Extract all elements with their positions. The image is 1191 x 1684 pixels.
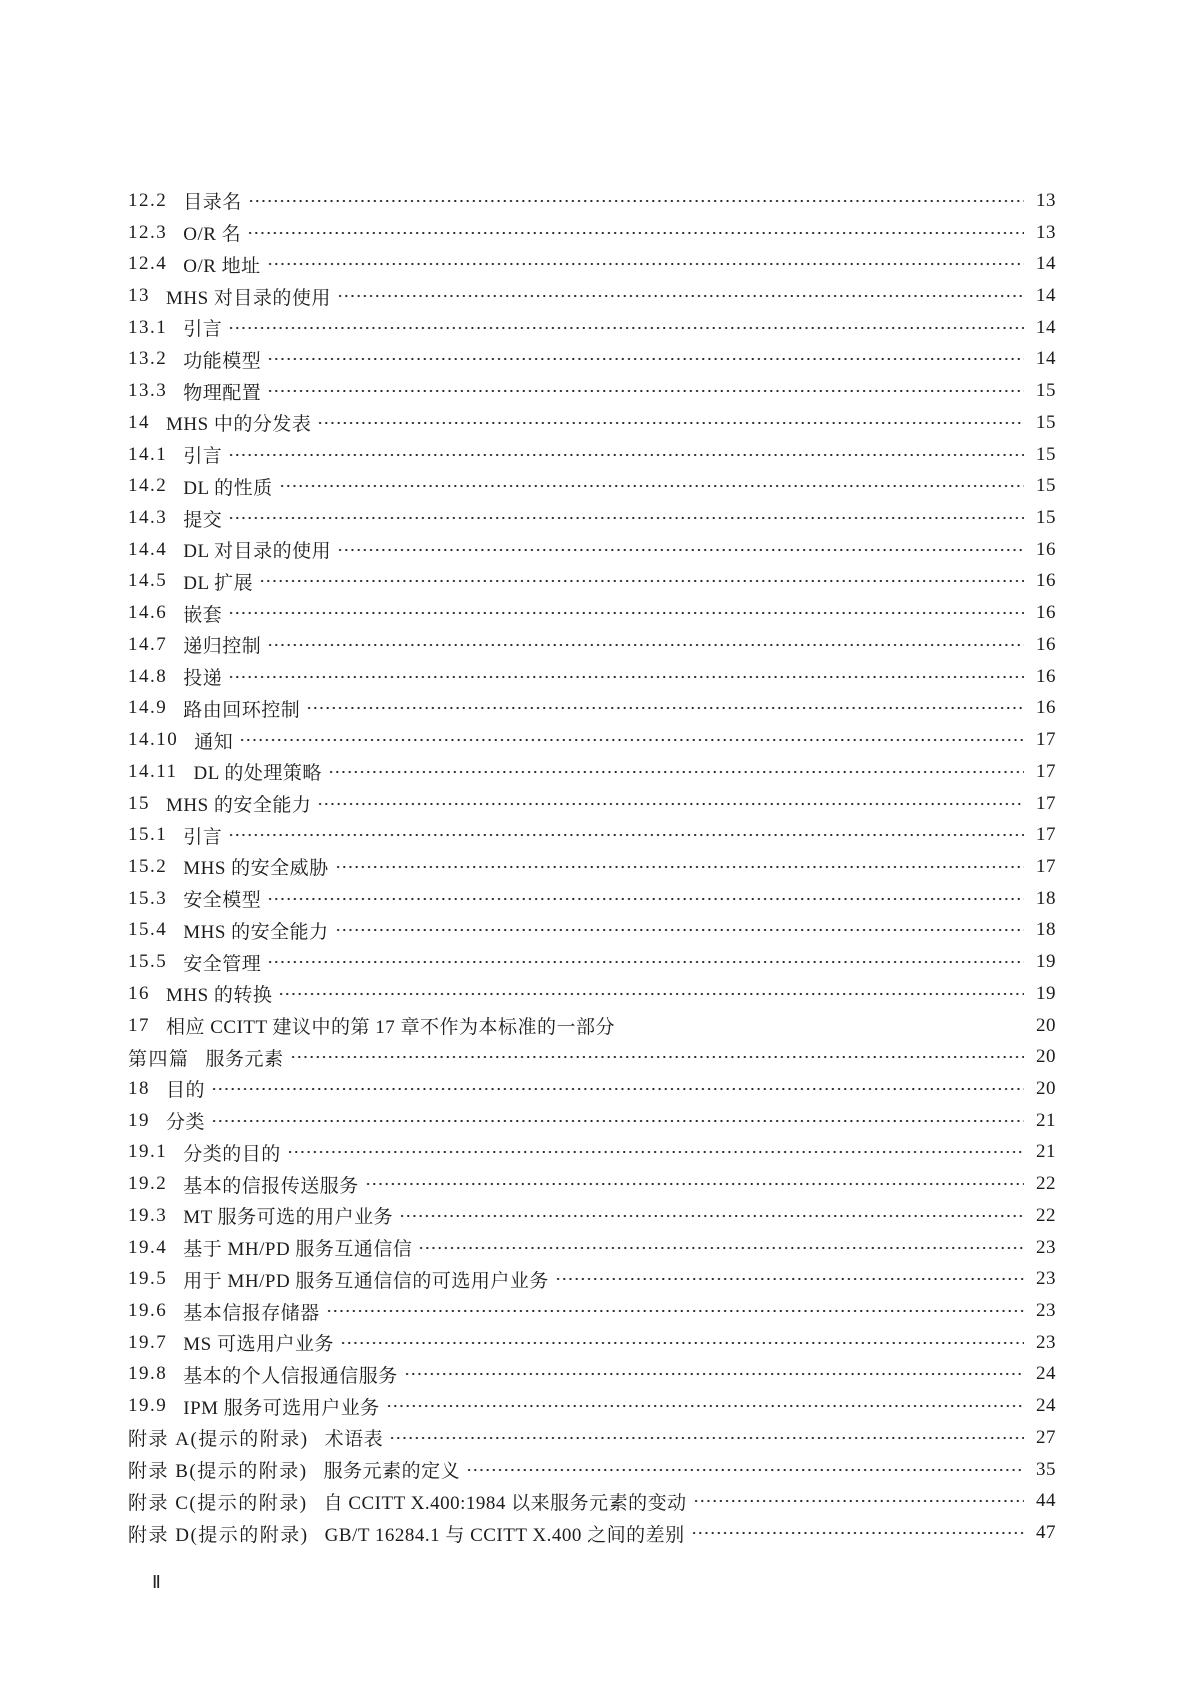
leader-dots (337, 293, 1024, 299)
leader-dots (404, 1371, 1024, 1377)
toc-entry-page-number: 14 (1036, 285, 1056, 307)
leader-dots (335, 927, 1024, 933)
toc-entry (128, 470, 1056, 502)
toc-entry-number: 附录 C(提示的附录) (128, 1492, 308, 1514)
toc-entry-number: 19.2 (128, 1173, 168, 1195)
toc-entry-title: DL 扩展 (183, 572, 254, 594)
toc-entry-title: O/R 名 (183, 224, 242, 246)
toc-entry-number: 19.7 (128, 1331, 168, 1353)
toc-entry-title: 基本的信报传送服务 (183, 1175, 359, 1197)
leader-dots (317, 801, 1024, 807)
toc-entry-page-number: 18 (1036, 887, 1056, 909)
toc-entry (128, 946, 1056, 978)
leader-dots (335, 864, 1024, 870)
toc-entry-number: 14 (128, 411, 150, 433)
toc-entry-page-number: 20 (1036, 1077, 1056, 1099)
toc-entry-title: 引言 (183, 319, 223, 341)
toc-entry-title: IPM 服务可选用户业务 (183, 1397, 380, 1419)
toc-entry (128, 724, 1056, 756)
toc-entry-page-number: 35 (1036, 1458, 1056, 1480)
toc-entry-page-number: 27 (1036, 1426, 1056, 1448)
leader-dots (340, 1340, 1024, 1346)
toc-entry-page-number: 21 (1036, 1141, 1056, 1163)
toc-entry (128, 883, 1056, 915)
toc-entry (128, 1517, 1056, 1549)
toc-entry (128, 1010, 1056, 1042)
toc-entry (128, 344, 1056, 376)
toc-entry-title: MHS 对目录的使用 (166, 287, 331, 309)
leader-dots (267, 642, 1024, 648)
toc-entry (128, 1263, 1056, 1295)
toc-entry (128, 1073, 1056, 1105)
toc-entry-title: 目录名 (183, 192, 242, 214)
toc-entry-number: 13 (128, 285, 150, 307)
toc-entry-title: 相应 CCITT 建议中的第 17 章不作为本标准的一部分 (166, 1017, 616, 1039)
toc-entry (128, 312, 1056, 344)
leader-dots (290, 1054, 1024, 1060)
toc-entry (128, 1359, 1056, 1391)
toc-entry-page-number: 14 (1036, 316, 1056, 338)
toc-entry-page-number: 23 (1036, 1236, 1056, 1258)
leader-dots (267, 388, 1024, 394)
toc-entry-title: DL 对目录的使用 (183, 541, 332, 563)
toc-entry-title: DL 的性质 (183, 477, 273, 499)
toc-entry-title: 用于 MH/PD 服务互通信信的可选用户业务 (183, 1270, 549, 1292)
toc-entry-number: 14.2 (128, 475, 168, 497)
toc-entry-number: 19.5 (128, 1268, 168, 1290)
leader-dots (211, 1086, 1024, 1092)
toc-entry-page-number: 17 (1036, 729, 1056, 751)
toc-entry-page-number: 15 (1036, 411, 1056, 433)
leader-dots (267, 261, 1024, 267)
toc-entry-number: 15.1 (128, 824, 168, 846)
toc-entry (128, 1200, 1056, 1232)
toc-entry-page-number: 19 (1036, 982, 1056, 1004)
toc-entry-page-number: 20 (1036, 1014, 1056, 1036)
toc-entry (128, 407, 1056, 439)
toc-entry (128, 1390, 1056, 1422)
toc-entry-number: 19.6 (128, 1300, 168, 1322)
leader-dots (267, 356, 1024, 362)
table-of-contents (128, 185, 1056, 1549)
toc-entry (128, 978, 1056, 1010)
toc-entry-page-number: 20 (1036, 1046, 1056, 1068)
toc-entry (128, 185, 1056, 217)
leader-dots (211, 1118, 1024, 1124)
toc-entry-number: 14.3 (128, 507, 168, 529)
toc-entry-page-number: 18 (1036, 919, 1056, 941)
toc-entry-title: 基于 MH/PD 服务互通信信 (183, 1239, 413, 1261)
toc-entry-title: 目的 (166, 1080, 206, 1102)
toc-entry-title: 术语表 (324, 1429, 384, 1451)
toc-entry-page-number: 17 (1036, 855, 1056, 877)
toc-entry-page-number: 16 (1036, 665, 1056, 687)
toc-entry (128, 915, 1056, 947)
toc-entry-page-number: 47 (1036, 1522, 1056, 1544)
toc-entry-title: MHS 中的分发表 (166, 414, 312, 436)
toc-entry-title: 基本的个人信报通信服务 (183, 1365, 398, 1387)
toc-entry-title: 引言 (183, 826, 223, 848)
toc-entry-number: 19.1 (128, 1141, 168, 1163)
toc-entry-number: 19.8 (128, 1363, 168, 1385)
toc-entry-page-number: 17 (1036, 824, 1056, 846)
leader-dots (228, 515, 1024, 521)
toc-entry (128, 1168, 1056, 1200)
leader-dots (239, 737, 1024, 743)
toc-entry-title: 安全管理 (183, 953, 262, 975)
toc-entry-title: MHS 的转换 (166, 985, 273, 1007)
toc-entry (128, 1485, 1056, 1517)
toc-entry-title: MT 服务可选的用户业务 (183, 1207, 394, 1229)
toc-entry-number: 14.6 (128, 602, 168, 624)
toc-entry-number: 15.4 (128, 919, 168, 941)
toc-entry-number: 13.1 (128, 316, 168, 338)
toc-entry (128, 819, 1056, 851)
toc-entry-title: 通知 (194, 731, 234, 753)
toc-entry-title: 基本信报存储器 (183, 1302, 320, 1324)
toc-entry-number: 14.7 (128, 633, 168, 655)
toc-entry-number: 12.2 (128, 189, 168, 211)
toc-entry (128, 439, 1056, 471)
toc-entry (128, 534, 1056, 566)
toc-entry (128, 1041, 1056, 1073)
toc-entry-title: 分类 (166, 1112, 206, 1134)
leader-dots (306, 705, 1024, 711)
toc-entry (128, 1137, 1056, 1169)
toc-entry (128, 566, 1056, 598)
toc-entry (128, 661, 1056, 693)
toc-entry-title: 自 CCITT X.400:1984 以来服务元素的变动 (323, 1492, 687, 1514)
toc-entry (128, 788, 1056, 820)
toc-entry-number: 14.11 (128, 760, 178, 782)
toc-entry-number: 14.4 (128, 538, 168, 560)
toc-entry-number: 19.4 (128, 1236, 168, 1258)
toc-entry-page-number: 13 (1036, 189, 1056, 211)
leader-dots (389, 1435, 1024, 1441)
toc-entry-number: 12.3 (128, 221, 168, 243)
toc-entry-page-number: 16 (1036, 538, 1056, 560)
toc-entry-page-number: 23 (1036, 1331, 1056, 1353)
toc-entry (128, 1295, 1056, 1327)
toc-entry-page-number: 22 (1036, 1173, 1056, 1195)
toc-entry-title: MHS 的安全能力 (166, 795, 312, 817)
toc-entry-title: 递归控制 (183, 636, 262, 658)
toc-entry-page-number: 44 (1036, 1490, 1056, 1512)
toc-entry-page-number: 14 (1036, 253, 1056, 275)
toc-entry (128, 851, 1056, 883)
toc-entry-page-number: 15 (1036, 507, 1056, 529)
leader-dots (466, 1467, 1024, 1473)
toc-entry (128, 597, 1056, 629)
toc-entry-page-number: 14 (1036, 348, 1056, 370)
toc-entry-number: 附录 B(提示的附录) (128, 1461, 308, 1483)
toc-entry-number: 19 (128, 1109, 150, 1131)
leader-dots (328, 769, 1024, 775)
toc-entry-page-number: 16 (1036, 602, 1056, 624)
toc-entry-title: 物理配置 (183, 382, 262, 404)
leader-dots (337, 547, 1024, 553)
toc-entry (128, 1232, 1056, 1264)
toc-entry-title: 路由回环控制 (183, 699, 301, 721)
toc-entry-page-number: 15 (1036, 380, 1056, 402)
toc-entry (128, 756, 1056, 788)
toc-entry-number: 19.3 (128, 1204, 168, 1226)
toc-entry-title: 服务元素的定义 (323, 1461, 461, 1483)
toc-entry-page-number: 24 (1036, 1395, 1056, 1417)
toc-entry (128, 1327, 1056, 1359)
toc-entry-number: 14.1 (128, 443, 168, 465)
leader-dots (279, 483, 1024, 489)
leader-dots (621, 1023, 1024, 1029)
toc-entry-number: 13.3 (128, 380, 168, 402)
toc-entry-number: 15.3 (128, 887, 168, 909)
toc-entry-title: DL 的处理策略 (193, 763, 322, 785)
toc-entry-number: 19.9 (128, 1395, 168, 1417)
toc-entry-page-number: 21 (1036, 1109, 1056, 1131)
toc-entry-number: 16 (128, 982, 150, 1004)
leader-dots (365, 1181, 1024, 1187)
toc-entry-page-number: 19 (1036, 951, 1056, 973)
leader-dots (228, 832, 1024, 838)
leader-dots (267, 959, 1024, 965)
toc-entry-number: 14.8 (128, 665, 168, 687)
leader-dots (228, 325, 1024, 331)
toc-entry-number: 18 (128, 1077, 150, 1099)
toc-entry-page-number: 16 (1036, 697, 1056, 719)
toc-entry-page-number: 13 (1036, 221, 1056, 243)
toc-entry-page-number: 23 (1036, 1300, 1056, 1322)
toc-entry-title: MS 可选用户业务 (183, 1334, 334, 1356)
toc-entry-number: 14.9 (128, 697, 168, 719)
toc-entry (128, 502, 1056, 534)
toc-entry-title: GB/T 16284.1 与 CCITT X.400 之间的差别 (324, 1524, 685, 1546)
toc-entry-number: 15.2 (128, 855, 168, 877)
toc-entry-title: MHS 的安全威胁 (183, 858, 329, 880)
leader-dots (228, 452, 1024, 458)
toc-entry-number: 第四篇 (128, 1048, 190, 1070)
toc-entry (128, 217, 1056, 249)
toc-entry (128, 1454, 1056, 1486)
toc-entry-number: 14.5 (128, 570, 168, 592)
leader-dots (248, 198, 1024, 204)
toc-entry-title: 引言 (183, 446, 223, 468)
toc-entry-title: 投递 (183, 668, 223, 690)
toc-entry-number: 12.4 (128, 253, 168, 275)
toc-entry-page-number: 22 (1036, 1204, 1056, 1226)
toc-entry-number: 15.5 (128, 951, 168, 973)
toc-entry (128, 693, 1056, 725)
toc-entry-page-number: 24 (1036, 1363, 1056, 1385)
toc-entry-title: 提交 (183, 509, 223, 531)
toc-entry-title: 安全模型 (183, 890, 262, 912)
leader-dots (247, 230, 1024, 236)
toc-entry-number: 15 (128, 792, 150, 814)
toc-entry-page-number: 15 (1036, 475, 1056, 497)
leader-dots (693, 1498, 1024, 1504)
leader-dots (259, 578, 1024, 584)
leader-dots (326, 1308, 1024, 1314)
leader-dots (267, 896, 1024, 902)
toc-entry-title: MHS 的安全能力 (183, 921, 329, 943)
toc-entry-page-number: 17 (1036, 760, 1056, 782)
toc-entry (128, 1105, 1056, 1137)
toc-entry (128, 248, 1056, 280)
toc-entry-page-number: 16 (1036, 633, 1056, 655)
leader-dots (691, 1530, 1024, 1536)
toc-entry-title: 分类的目的 (183, 1143, 281, 1165)
toc-entry (128, 629, 1056, 661)
toc-entry-number: 13.2 (128, 348, 168, 370)
leader-dots (418, 1245, 1024, 1251)
leader-dots (278, 991, 1024, 997)
toc-entry-number: 14.10 (128, 729, 179, 751)
toc-entry-page-number: 17 (1036, 792, 1056, 814)
toc-entry-number: 附录 A(提示的附录) (128, 1429, 309, 1451)
leader-dots (386, 1403, 1024, 1409)
leader-dots (228, 610, 1024, 616)
toc-entry-title: 服务元素 (205, 1048, 284, 1070)
toc-entry-title: 嵌套 (183, 604, 223, 626)
page-number-footer: Ⅱ (152, 1572, 161, 1592)
toc-entry (128, 1422, 1056, 1454)
toc-entry (128, 280, 1056, 312)
leader-dots (317, 420, 1024, 426)
leader-dots (287, 1149, 1024, 1155)
toc-entry-number: 附录 D(提示的附录) (128, 1524, 309, 1546)
leader-dots (399, 1213, 1024, 1219)
toc-entry-page-number: 23 (1036, 1268, 1056, 1290)
toc-entry-page-number: 16 (1036, 570, 1056, 592)
toc-entry-title: O/R 地址 (183, 255, 261, 277)
toc-entry-page-number: 15 (1036, 443, 1056, 465)
toc-entry-number: 17 (128, 1014, 150, 1036)
leader-dots (555, 1276, 1024, 1282)
toc-entry-title: 功能模型 (183, 350, 262, 372)
leader-dots (228, 674, 1024, 680)
toc-entry (128, 375, 1056, 407)
